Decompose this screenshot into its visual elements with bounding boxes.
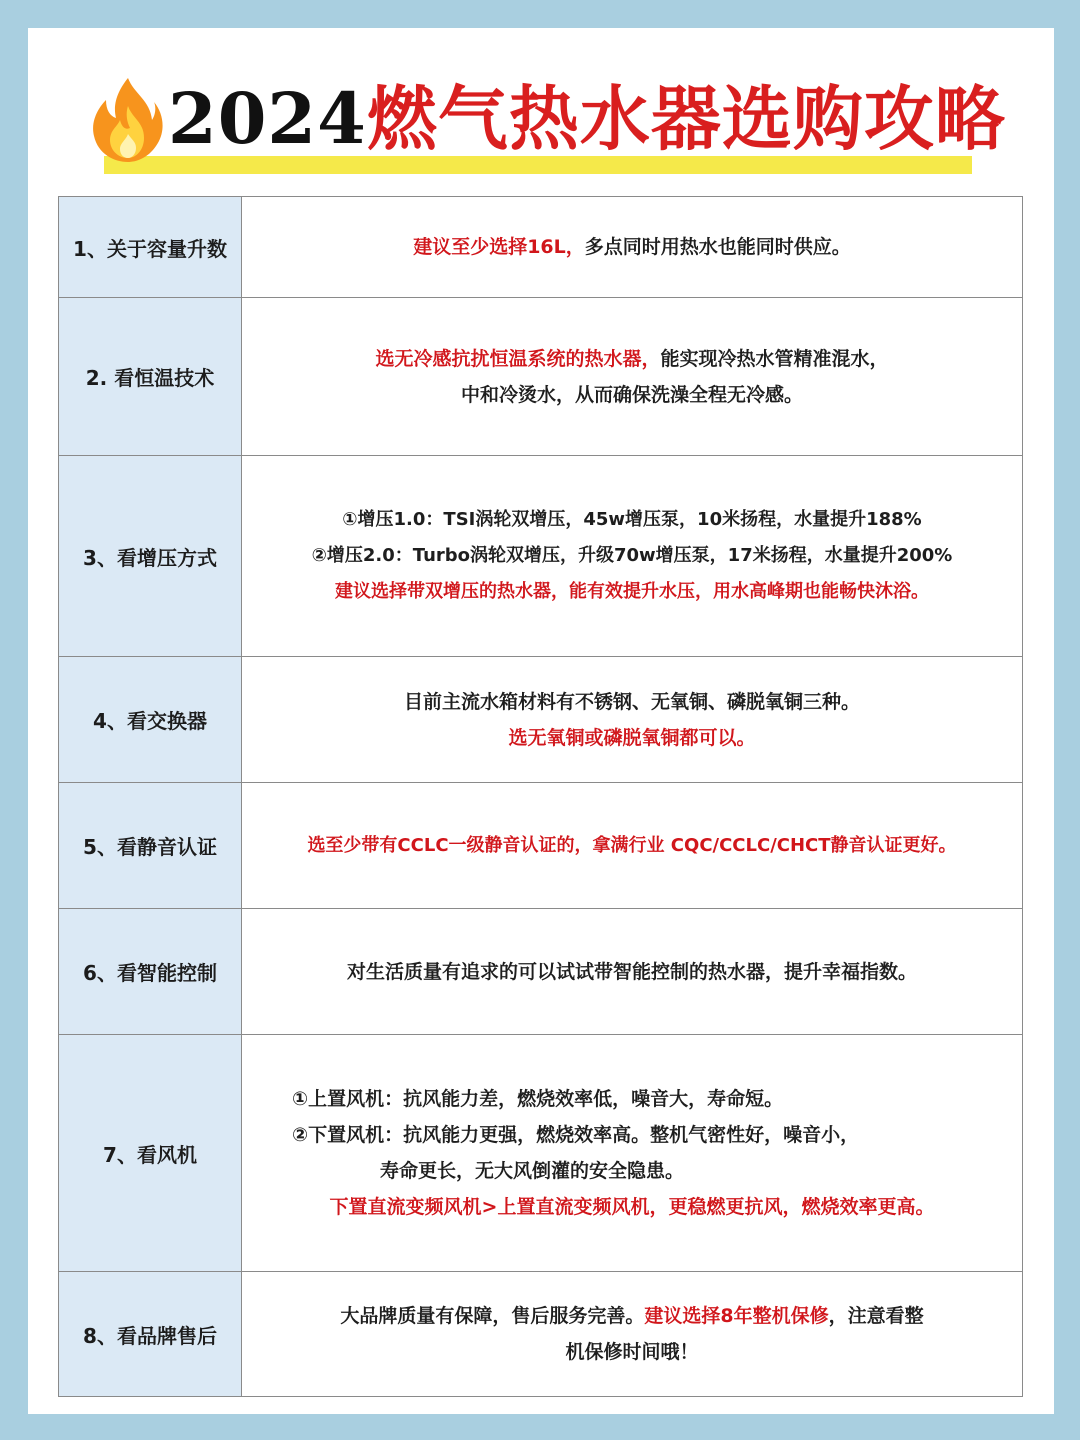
title-main: 燃气热水器选购攻略 (366, 78, 1006, 160)
table-row (59, 657, 1023, 783)
content-text: 建议选择8年整机保修 (644, 1305, 829, 1327)
content-text: 多点同时用热水也能同时供应。 (584, 236, 851, 258)
row-label: 7、看风机 (59, 1035, 242, 1272)
content-text: 机保修时间哦！ (565, 1341, 699, 1363)
content-text: 寿命更长，无大风倒灌的安全隐患。 (380, 1160, 685, 1182)
content-text: 建议选择带双增压的热水器，能有效提升水压，用水高峰期也能畅快沐浴。 (335, 581, 929, 602)
content-text: ，注意看整 (828, 1305, 924, 1327)
table-row (59, 783, 1023, 909)
row-label: 3、看增压方式 (59, 456, 242, 657)
content-text: 目前主流水箱材料有不锈钢、无氧铜、磷脱氧铜三种。 (403, 690, 860, 713)
table-row (59, 197, 1023, 298)
row-content (242, 783, 1023, 909)
table-row (59, 1035, 1023, 1272)
row-content (242, 1272, 1023, 1397)
content-text: 中和冷烫水，从而确保洗澡全程无冷感。 (460, 383, 803, 406)
table-row (59, 298, 1023, 456)
content-text: 对生活质量有追求的可以试试带智能控制的热水器，提升幸福指数。 (346, 960, 917, 983)
title-year: 2024 (168, 77, 367, 160)
content-text: 大品牌质量有保障，售后服务完善。 (340, 1305, 645, 1327)
row-label: 5、看静音认证 (59, 783, 242, 909)
row-label: 4、看交换器 (59, 657, 242, 783)
row-content (242, 197, 1023, 298)
row-content (242, 657, 1023, 783)
fire-icon (90, 76, 166, 164)
table-row (59, 456, 1023, 657)
content-text: ②增压2.0：Turbo涡轮双增压，升级70w增压泵，17米扬程，水量提升200% (311, 545, 953, 566)
content-text: ①增压1.0：TSI涡轮双增压，45w增压泵，10米扬程，水量提升188% (342, 509, 922, 530)
content-text: 建议至少选择16L， (413, 236, 585, 258)
row-label: 2. 看恒温技术 (59, 298, 242, 456)
row-content (242, 1035, 1023, 1272)
row-label: 8、看品牌售后 (59, 1272, 242, 1397)
guide-table (58, 196, 1023, 1397)
table-row (59, 1272, 1023, 1397)
content-text: 能实现冷热水管精准混水， (660, 347, 889, 370)
content-text: 选无氧铜或磷脱氧铜都可以。 (508, 726, 756, 749)
table-row (59, 909, 1023, 1035)
row-content (242, 909, 1023, 1035)
content-text: ②下置风机：抗风能力更强，燃烧效率高。整机气密性好，噪音小， (292, 1124, 860, 1146)
content-text: 下置直流变频风机>上置直流变频风机，更稳燃更抗风，燃烧效率更高。 (329, 1196, 935, 1218)
row-content (242, 298, 1023, 456)
row-label: 6、看智能控制 (59, 909, 242, 1035)
content-text: 选无冷感抗扰恒温系统的热水器， (375, 347, 661, 370)
row-label: 1、关于容量升数 (59, 197, 242, 298)
title-banner (70, 70, 1006, 182)
content-text: ①上置风机：抗风能力差，燃烧效率低，噪音大，寿命短。 (292, 1088, 784, 1110)
row-content (242, 456, 1023, 657)
content-text: 选至少带有CCLC一级静音认证的，拿满行业 CQC/CCLC/CHCT静音认证更好。 (307, 834, 957, 856)
page-title (168, 74, 1006, 164)
